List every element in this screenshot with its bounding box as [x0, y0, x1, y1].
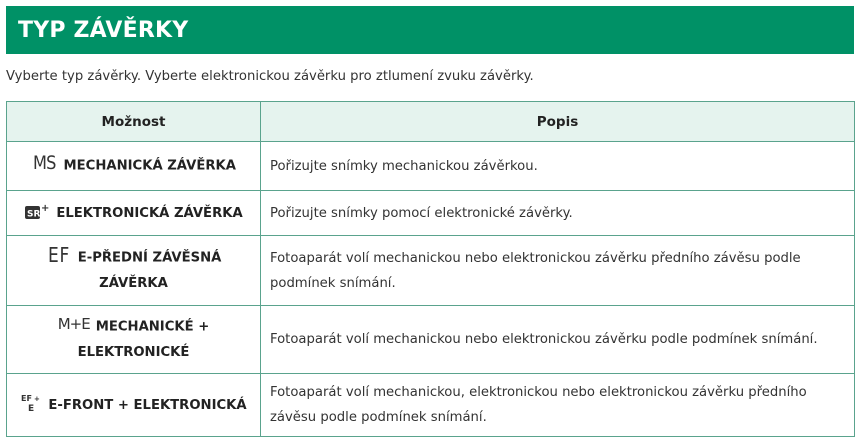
intro-text: Vyberte typ závěrky. Vyberte elektronickou závěrku pro ztlumení zvuku závěrky.: [6, 69, 534, 84]
table-row: [7, 142, 855, 191]
table-row: [7, 306, 855, 374]
option-cell: [7, 191, 261, 236]
svg-text:+: +: [41, 202, 50, 214]
option-cell: [7, 306, 261, 374]
option-cell: [7, 236, 261, 306]
efront-electronic-icon: [20, 393, 42, 413]
mechanical-electronic-icon: M+E: [57, 315, 90, 334]
option-cell: [7, 374, 261, 437]
electronic-front-curtain-icon: EF: [47, 243, 70, 268]
description-cell: Pořizujte snímky pomocí elektronické závěrky.: [261, 191, 855, 236]
description-cell: Fotoaparát volí mechanickou nebo elektronickou závěrku podle podmínek snímání.: [261, 306, 855, 374]
options-table: [6, 101, 855, 437]
svg-text:E: E: [28, 403, 35, 413]
table-row: [7, 191, 855, 236]
column-header-option: Možnost: [7, 102, 261, 142]
title-banner: [6, 6, 854, 54]
svg-text:+: +: [34, 394, 41, 403]
mechanical-shutter-icon: MS: [33, 152, 56, 175]
table-header-row: [7, 102, 855, 142]
option-label: MECHANICKÁ ZÁVĚRKA: [63, 158, 236, 174]
option-label: MECHANICKÉ + ELEKTRONICKÉ: [77, 319, 210, 360]
svg-text:EF: EF: [21, 393, 33, 403]
option-label: E-FRONT + ELEKTRONICKÁ: [48, 397, 247, 413]
description-cell: Fotoaparát volí mechanickou, elektronickou nebo elektronickou závěrku předního závěsu podle podmínek snímání.: [261, 374, 855, 437]
option-cell: [7, 142, 261, 191]
page-title: TYP ZÁVĚRKY: [18, 17, 189, 43]
table-row: [7, 374, 855, 437]
table-row: [7, 236, 855, 306]
option-label: E-PŘEDNÍ ZÁVĚSNÁ ZÁVĚRKA: [77, 250, 222, 291]
description-cell: Pořizujte snímky mechanickou závěrkou.: [261, 142, 855, 191]
column-header-description: Popis: [261, 102, 855, 142]
svg-text:SR: SR: [27, 209, 41, 219]
electronic-shutter-icon: [24, 201, 50, 221]
option-label: ELEKTRONICKÁ ZÁVĚRKA: [56, 205, 243, 221]
description-cell: Fotoaparát volí mechanickou nebo elektronickou závěrku předního závěsu podle podmínek snímání.: [261, 236, 855, 306]
